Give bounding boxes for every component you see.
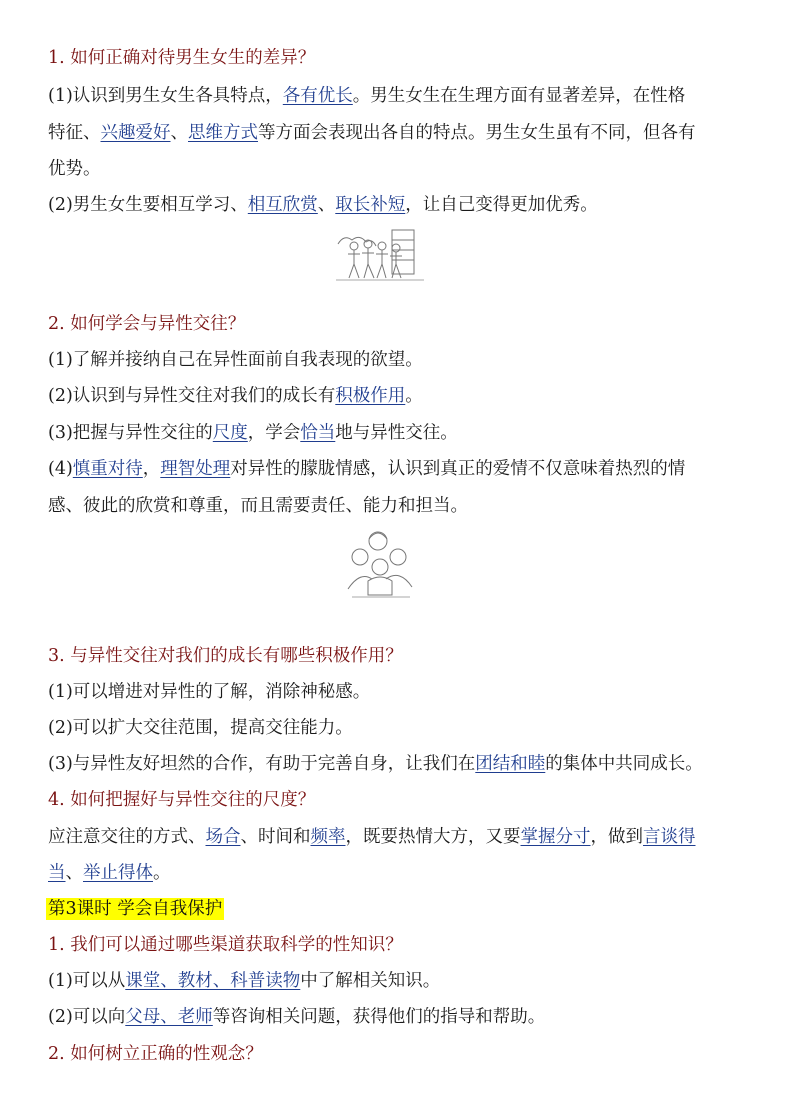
q1-para2: [48, 193, 598, 217]
text: 应注意交往的方式、: [48, 827, 206, 847]
q2-para4-line1: [48, 457, 685, 481]
text: 等方面会表现出各自的特点。男生女生虽有不同，但各有: [258, 123, 696, 143]
text: 对异性的朦胧情感，认识到真正的爱情不仅意味着热烈的情: [230, 459, 686, 479]
keyword: 言谈得: [643, 827, 696, 847]
keyword: 当: [48, 863, 66, 883]
q3-para1: (1)可以增进对异性的了解，消除神秘感。: [48, 682, 371, 702]
s1-para1: [48, 969, 440, 993]
text: ，: [142, 459, 161, 479]
keyword: 积极作用: [335, 386, 406, 406]
text: (1)认识到男生女生各具特点，: [48, 86, 283, 106]
text: (2)男生女生要相互学习、: [48, 195, 248, 215]
text: 、: [317, 195, 336, 215]
section-header: [46, 897, 224, 921]
keyword: 尺度: [212, 423, 248, 443]
text: (3)把握与异性交往的: [48, 423, 213, 443]
keyword: 频率: [310, 827, 346, 847]
q4-answer-line1: [48, 825, 696, 849]
text: 等咨询相关问题，获得他们的指导和帮助。: [212, 1007, 546, 1027]
text: (2)认识到与异性交往对我们的成长有: [48, 386, 336, 406]
keyword: 取长补短: [335, 195, 406, 215]
keyword: 场合: [205, 827, 241, 847]
text: (3)与异性友好坦然的合作，有助于完善自身，让我们在: [48, 754, 476, 774]
q1-para1-line2: [48, 121, 696, 145]
text: 、: [65, 863, 83, 883]
text: 特征、: [48, 123, 101, 143]
keyword: 恰当: [300, 423, 336, 443]
question-4-title: 4. 如何把握好与异性交往的尺度？: [48, 790, 316, 810]
keyword: 举止得体: [83, 863, 153, 883]
question-2-title: 2. 如何学会与异性交往？: [48, 314, 246, 334]
text: ，做到: [590, 827, 643, 847]
keyword: 掌握分寸: [520, 827, 591, 847]
text: 的集体中共同成长。: [545, 754, 703, 774]
q2-para3: [48, 421, 458, 445]
text: 。: [405, 386, 423, 406]
keyword: 相互欣赏: [247, 195, 318, 215]
q2-para4-line2: 感、彼此的欣赏和尊重，而且需要责任、能力和担当。: [48, 496, 468, 516]
q4-answer-line2: [48, 861, 171, 885]
section-title: 第3课时 学会自我保护: [48, 899, 223, 919]
keyword: 慎重对待: [72, 459, 143, 479]
text: ，让自己变得更加优秀。: [405, 195, 598, 215]
keyword: 理智处理: [160, 459, 231, 479]
text: 地与异性交往。: [335, 423, 458, 443]
text: 中了解相关知识。: [300, 971, 441, 991]
keyword: 各有优长: [282, 86, 353, 106]
q1-para1-line3: 优势。: [48, 159, 101, 179]
text: ，学会: [247, 423, 301, 443]
keyword: 父母、老师: [125, 1007, 213, 1027]
q2-para2: [48, 384, 423, 408]
keyword: 思维方式: [188, 123, 258, 143]
text: ，既要热情大方，又要: [345, 827, 521, 847]
q1-para1-line1: [48, 84, 685, 108]
question-3-title: 3. 与异性交往对我们的成长有哪些积极作用？: [48, 646, 403, 666]
text: 。男生女生在生理方面有显著差异，在性格: [352, 86, 686, 106]
text: (1)可以从: [48, 971, 126, 991]
q2-para1: (1)了解并接纳自己在异性面前自我表现的欲望。: [48, 350, 423, 370]
s1-para2: [48, 1005, 545, 1029]
question-1-title: 1. 如何正确对待男生女生的差异？: [48, 48, 316, 68]
keyword: 课堂、教材、科普读物: [125, 971, 301, 991]
section-question-1-title: 1. 我们可以通过哪些渠道获取科学的性知识？: [48, 935, 403, 955]
students-group-illustration: [338, 527, 424, 607]
text: 、时间和: [240, 827, 311, 847]
text: 、: [170, 123, 188, 143]
section-question-2-title: 2. 如何树立正确的性观念？: [48, 1044, 263, 1064]
text: 。: [153, 863, 171, 883]
text: (2)可以向: [48, 1007, 126, 1027]
students-walking-illustration: [334, 224, 426, 284]
q3-para2: (2)可以扩大交往范围，提高交往能力。: [48, 718, 353, 738]
keyword: 兴趣爱好: [100, 123, 171, 143]
keyword: 团结和睦: [475, 754, 546, 774]
text: (4): [48, 459, 73, 479]
q3-para3: [48, 752, 703, 776]
